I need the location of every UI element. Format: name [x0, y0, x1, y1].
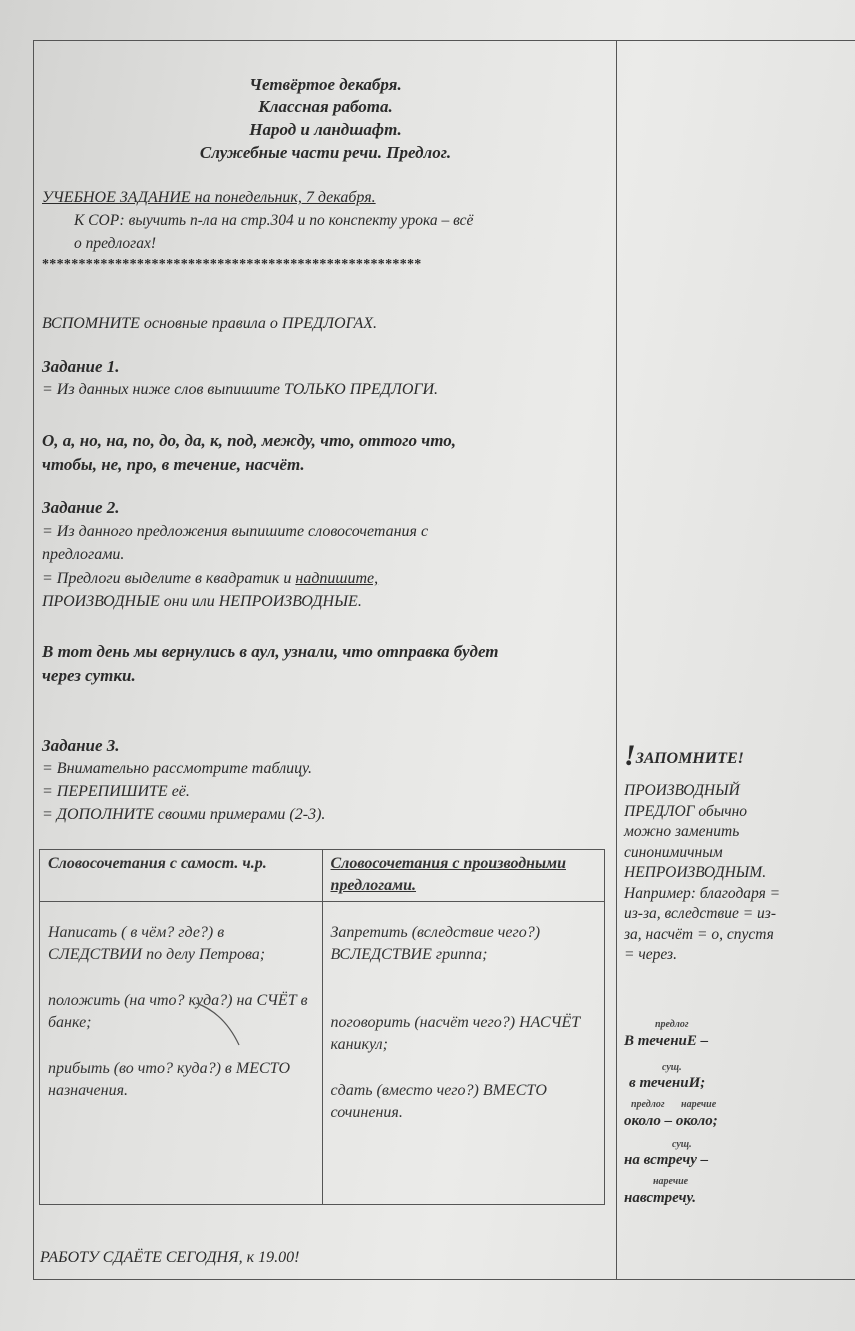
- worksheet: [33, 40, 855, 1280]
- task-2-instruction-1a: = Из данного предложения выпишите словосочетания с: [42, 523, 429, 540]
- remember-line-4: синонимичным: [624, 843, 723, 861]
- task-2-instruction-2-text: = Предлоги выделите в квадратик и: [42, 570, 296, 587]
- submit-deadline: РАБОТУ СДАЁТЕ СЕГОДНЯ, к 19.00!: [40, 1249, 300, 1266]
- example-3-col-1: прибыть (во что? куда?) в МЕСТО назначения.: [48, 1060, 291, 1099]
- task-1-words-line-2: чтобы, не, про, в течение, насчёт.: [42, 455, 305, 474]
- example-2-col-1: положить (на что? куда?) на СЧЁТ в банке;: [48, 992, 308, 1031]
- example-okolo: около – около;: [624, 1113, 718, 1129]
- annotation-noun-2: сущ.: [672, 1139, 692, 1150]
- task-2-instruction-2-underlined: надпишите,: [295, 570, 379, 587]
- example-navstrechu: навстречу.: [624, 1190, 696, 1206]
- remember-line-5: НЕПРОИЗВОДНЫМ.: [624, 864, 767, 881]
- grammar-heading: Служебные части речи. Предлог.: [199, 143, 452, 162]
- remember-line-2: ПРЕДЛОГ обычно: [624, 802, 748, 820]
- task-1-title: Задание 1.: [42, 357, 120, 376]
- main-column: [34, 41, 617, 1279]
- remember-label: ЗАПОМНИТЕ!: [635, 750, 744, 767]
- remember-line-3: можно заменить: [624, 823, 740, 840]
- task-3-instruction-1: = Внимательно рассмотрите таблицу.: [42, 760, 313, 777]
- divider-stars: ****************************************************: [42, 257, 422, 272]
- table-header-col-2: [322, 850, 605, 902]
- comparison-table: [39, 849, 605, 1205]
- example-2-col-2: поговорить (насчёт чего?) НАСЧЁТ каникул;: [330, 1014, 581, 1053]
- example-v-techenii: в течениИ;: [629, 1075, 706, 1091]
- example-v-techenie: В течениЕ –: [624, 1033, 709, 1049]
- task-2-instruction-2: [42, 568, 378, 590]
- annotation-adverb-2: наречие: [653, 1176, 689, 1187]
- annotation-preposition-adverb: [631, 1099, 716, 1111]
- pen-mark: [194, 999, 254, 1049]
- task-2-sentence-line-2: через сутки.: [42, 666, 136, 685]
- topic-heading: Народ и ландшафт.: [249, 120, 402, 139]
- side-column: [617, 41, 855, 1279]
- example-1-col-1: Написать ( в чём? где?) в СЛЕДСТВИИ по делу Петрова;: [48, 924, 266, 963]
- task-2-instruction-2b: ПРОИЗВОДНЫЕ они или НЕПРОИЗВОДНЫЕ.: [42, 593, 362, 610]
- remember-line-6: Например: благодаря =: [624, 884, 781, 902]
- remember-line: ВСПОМНИТЕ основные правила о ПРЕДЛОГАХ.: [42, 315, 378, 332]
- task-3-instruction-3: = ДОПОЛНИТЕ своими примерами (2-3).: [42, 806, 326, 823]
- homework-heading: УЧЕБНОЕ ЗАДАНИЕ на понедельник, 7 декабря.: [42, 189, 376, 206]
- example-3-col-2: сдать (вместо чего?) ВМЕСТО сочинения.: [330, 1082, 547, 1121]
- remember-line-9: = через.: [624, 946, 677, 963]
- task-3-title: Задание 3.: [42, 736, 120, 755]
- exclamation-icon: !: [624, 739, 636, 772]
- task-2-title: Задание 2.: [42, 498, 120, 517]
- example-1-col-2: Запретить (вследствие чего?) ВСЛЕДСТВИЕ гриппа;: [330, 924, 541, 963]
- remember-line-1: ПРОИЗВОДНЫЙ: [624, 782, 740, 799]
- date-heading: Четвёртое декабря.: [249, 75, 402, 94]
- annotation-noun-1: сущ.: [662, 1062, 682, 1073]
- table-cell-col-1: [40, 902, 323, 1205]
- annotation-adverb-1: наречие: [681, 1099, 717, 1110]
- table-header-col-2-text: Словосочетания с производными предлогами.: [330, 855, 567, 894]
- task-1-words-line-1: О, а, но, на, по, до, да, к, под, между, что, оттого что,: [42, 431, 456, 450]
- classwork-heading: Классная работа.: [258, 97, 393, 116]
- remember-line-8: за, насчёт = о, спустя: [624, 925, 774, 943]
- table-header-col-1: [40, 850, 323, 902]
- example-na-vstrechu: на встречу –: [624, 1152, 709, 1168]
- table-cell-col-2: [322, 902, 605, 1205]
- table-header-col-1-text: Словосочетания с самост. ч.р.: [48, 855, 267, 872]
- annotation-preposition-1: предлог: [655, 1019, 689, 1030]
- table-header-row: [40, 850, 605, 902]
- annotation-preposition-2: предлог: [631, 1099, 665, 1110]
- homework-line-1: К СОР: выучить п-ла на стр.304 и по конспекту урока – всё: [74, 212, 474, 229]
- task-2-sentence-line-1: В тот день мы вернулись в аул, узнали, что отправка будет: [42, 642, 499, 661]
- task-1-instruction: = Из данных ниже слов выпишите ТОЛЬКО ПРЕДЛОГИ.: [42, 381, 439, 398]
- homework-line-2: о предлогах!: [74, 235, 156, 252]
- remember-box-heading: [624, 739, 744, 773]
- task-3-instruction-2: = ПЕРЕПИШИТЕ её.: [42, 783, 190, 800]
- remember-text: [624, 781, 850, 966]
- remember-line-7: из-за, вследствие = из-: [624, 905, 776, 922]
- task-2-instruction-1b: предлогами.: [42, 546, 125, 563]
- table-row: [40, 902, 605, 1205]
